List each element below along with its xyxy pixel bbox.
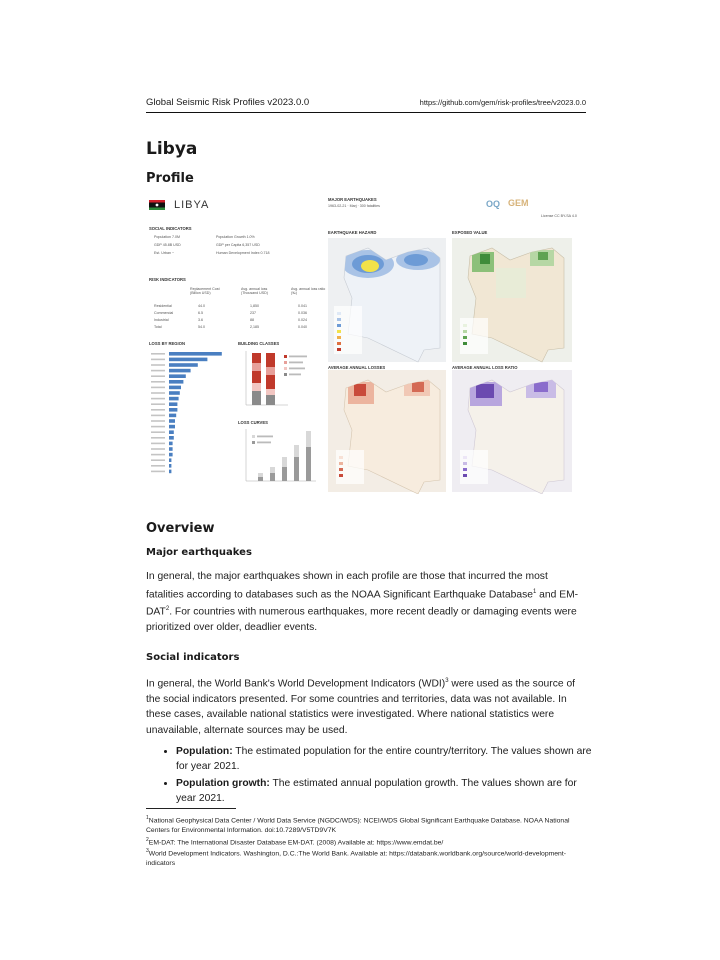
building-classes-chart — [238, 349, 316, 414]
footnote-divider — [146, 808, 236, 809]
social-indicators-heading: Social indicators — [146, 652, 240, 663]
region-bar — [169, 419, 175, 423]
region-bar — [169, 369, 191, 373]
social-item: GDP per Capita 6,357 USD — [216, 243, 260, 247]
maps-grid — [326, 236, 588, 494]
risk-col-header: Replacement Cost (Billion USD) — [190, 287, 220, 295]
openquake-logo: OQ — [486, 199, 501, 209]
region-label-placeholder — [151, 409, 165, 411]
social-item: Human Development Index 0.718 — [216, 251, 270, 255]
footnote: $^1$National Geophysical Data Center / World Data Service (NGDC/WDS): NCEI/WDS Global Significant Earthquake Database. NOAA National Centers for Environmental Information. doi:10.7289/V5TD9V7K — [146, 815, 570, 835]
map-title: EXPOSED VALUE — [452, 230, 488, 235]
profile-heading: Profile — [146, 171, 194, 186]
region-bar — [169, 402, 177, 406]
risk-cell: 6.5 — [198, 311, 203, 315]
social-indicators-paragraph: In general, the World Bank's World Development Indicators (WDI)$^3$ were used as the source of the social indicators presented. For some countries and territories, data was not available. In these cases, available national statistics were investigated. Where national statistics were unavailable, alternate sources may be used. — [146, 678, 576, 736]
social-item: GDP 45.8B USD — [154, 243, 181, 247]
region-bar — [169, 436, 174, 440]
region-label-placeholder — [151, 454, 165, 456]
region-label-placeholder — [151, 370, 165, 372]
map-title: AVERAGE ANNUAL LOSSES — [328, 365, 386, 370]
risk-col-header: Avg. annual loss ratio (‰) — [291, 287, 326, 295]
overview-heading: Overview — [146, 521, 215, 536]
major-earthquakes-subtitle: 1963-02-21 · Marj · 300 fatalities — [328, 204, 380, 208]
risk-cell: 0.040 — [298, 325, 307, 329]
region-label-placeholder — [151, 471, 165, 473]
license-note: License CC BY-SA 4.0 — [541, 214, 577, 218]
region-label-placeholder — [151, 448, 165, 450]
social-indicators-title: SOCIAL INDICATORS — [149, 226, 192, 231]
indicator-list — [162, 744, 596, 808]
risk-cell: 0.036 — [298, 311, 307, 315]
risk-cell: Industrial — [154, 318, 169, 322]
footnote: $^2$EM-DAT: The International Disaster Database EM-DAT. (2008) Available at: https://www.emdat.be/ — [146, 837, 444, 847]
region-label-placeholder — [151, 392, 165, 394]
footnote: $^3$World Development Indicators. Washington, D.C.:The World Bank. Available at: https://databank.worldbank.org/source/world-development-indicators — [146, 848, 566, 868]
risk-cell: 237 — [250, 311, 256, 315]
running-header — [146, 96, 586, 113]
map-title: EARTHQUAKE HAZARD — [328, 230, 377, 235]
region-bar — [169, 458, 171, 462]
major-earthquakes-heading: Major earthquakes — [146, 547, 252, 558]
social-item: Est. Urban ~ — [154, 251, 175, 255]
risk-cell: Total — [154, 325, 162, 329]
region-label-placeholder — [151, 398, 165, 400]
list-item: • Population growth: The estimated annual population growth. The values shown are for year 2021. — [176, 776, 596, 806]
region-label-placeholder — [151, 381, 165, 383]
social-item: Population 7.0M — [154, 235, 180, 239]
region-label-placeholder — [151, 437, 165, 439]
region-bar — [169, 391, 180, 395]
loss-by-region-title: LOSS BY REGION — [149, 341, 185, 346]
risk-cell: 54.0 — [198, 325, 205, 329]
risk-indicators-title: RISK INDICATORS — [149, 277, 186, 282]
gem-logo: GEM — [508, 198, 529, 208]
region-bar — [169, 397, 179, 401]
region-bar — [169, 374, 186, 378]
loss-by-region-chart — [149, 349, 231, 484]
major-earthquakes-title: MAJOR EARTHQUAKES — [328, 197, 377, 202]
region-bar — [169, 425, 175, 429]
risk-cell: 88 — [250, 318, 254, 322]
region-label-placeholder — [151, 387, 165, 389]
libya-flag-icon — [149, 200, 165, 210]
major-earthquakes-paragraph: In general, the major earthquakes shown in each profile are those that incurred the most fatalities according to databases such as the NOAA Significant Earthquake Database$^1$ and EM-DAT$^2$. For countries with numerous earthquakes, more recent deadly or damaging events were prioritized over older, deadlier events. — [146, 571, 579, 634]
header-url-link[interactable]: https://github.com/gem/risk-profiles/tree/v2023.0.0 — [419, 98, 586, 107]
social-item: Population Growth 1.0% — [216, 235, 255, 239]
region-label-placeholder — [151, 375, 165, 377]
profile-infographic — [146, 194, 588, 494]
page-title: Libya — [146, 139, 198, 159]
region-bar — [169, 363, 198, 367]
region-label-placeholder — [151, 465, 165, 467]
region-bar — [169, 380, 183, 384]
country-name: LIBYA — [174, 199, 210, 211]
region-label-placeholder — [151, 403, 165, 405]
risk-cell: 0.024 — [298, 318, 307, 322]
risk-cell: Residential — [154, 304, 172, 308]
region-label-placeholder — [151, 431, 165, 433]
region-label-placeholder — [151, 415, 165, 417]
region-label-placeholder — [151, 353, 165, 355]
risk-cell: 3.6 — [198, 318, 203, 322]
risk-cell: 44.0 — [198, 304, 205, 308]
region-bar — [169, 414, 176, 418]
region-bar — [169, 453, 173, 457]
map-title: AVERAGE ANNUAL LOSS RATIO — [452, 365, 518, 370]
risk-cell: 1,850 — [250, 304, 259, 308]
building-classes-title: BUILDING CLASSES — [238, 341, 280, 346]
region-label-placeholder — [151, 426, 165, 428]
list-item: • Population: The estimated population for the entire country/territory. The values shown are for year 2021. — [176, 744, 596, 774]
region-label-placeholder — [151, 359, 165, 361]
region-bar — [169, 447, 173, 451]
risk-col-header: Avg. annual loss (Thousand USD) — [241, 287, 268, 295]
region-label-placeholder — [151, 443, 165, 445]
region-bar — [169, 470, 171, 474]
region-bar — [169, 352, 222, 356]
loss-curves-title: LOSS CURVES — [238, 420, 268, 425]
region-bar — [169, 430, 174, 434]
region-bar — [169, 464, 171, 468]
region-bar — [169, 408, 177, 412]
risk-cell: 2,185 — [250, 325, 259, 329]
region-label-placeholder — [151, 364, 165, 366]
region-bar — [169, 358, 207, 362]
risk-cell: Commercial — [154, 311, 174, 315]
region-label-placeholder — [151, 420, 165, 422]
loss-curves-chart — [238, 427, 320, 489]
risk-cell: 0.041 — [298, 304, 307, 308]
header-title: Global Seismic Risk Profiles v2023.0.0 — [146, 97, 310, 108]
region-bar — [169, 442, 173, 446]
region-bar — [169, 386, 181, 390]
region-label-placeholder — [151, 459, 165, 461]
